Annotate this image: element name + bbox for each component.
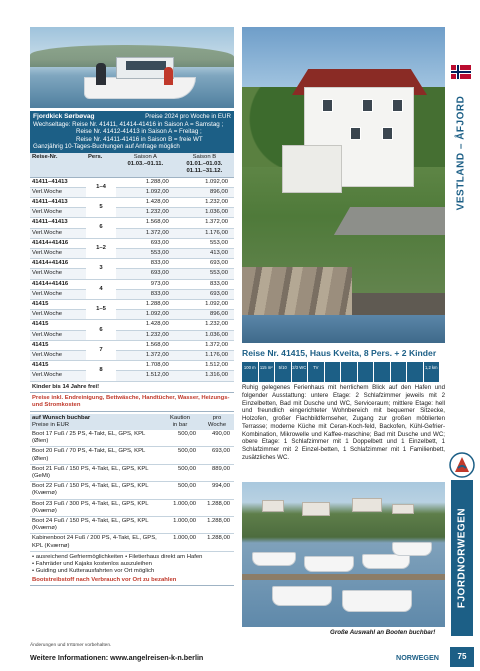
reise-cell: Verl.Woche <box>30 228 86 238</box>
wifi-icon <box>358 362 374 382</box>
saison-b-cell: 1.092,00 <box>175 177 234 187</box>
bullet-3: • Guiding und Kutterausfahrten vor Ort möglich <box>32 568 155 575</box>
dishwasher-icon <box>325 362 341 382</box>
boat-col-woche: pro Woche <box>200 414 234 430</box>
table-row <box>30 208 234 218</box>
table-row <box>30 228 234 238</box>
footer-info: Weitere Informationen: www.angelreisen-k-n.berlin <box>30 653 204 662</box>
fireplace-icon <box>374 362 390 382</box>
pers-cell: 7 <box>86 340 116 360</box>
pers-cell: 3 <box>86 259 116 279</box>
table-row <box>30 279 234 289</box>
saison-b-cell: 1.036,00 <box>175 208 234 218</box>
saison-a-cell: 1.428,00 <box>116 197 175 207</box>
boat-row <box>30 482 234 499</box>
boat-kaution-cell: 1.000,00 <box>160 517 200 534</box>
boat-woche-cell: 693,00 <box>200 447 234 464</box>
brand-label: FJORDNORWEGEN <box>451 480 473 636</box>
saison-b-cell: 693,00 <box>175 259 234 269</box>
saison-b-cell: 413,00 <box>175 249 234 259</box>
footer-section: NORWEGEN <box>396 653 439 662</box>
boat-woche-cell: 490,00 <box>200 430 234 447</box>
table-row <box>30 187 234 197</box>
reise-cell: 41411–41413 <box>30 218 86 228</box>
reise-cell: 41415 <box>30 320 86 330</box>
boat-kaution-cell: 1.000,00 <box>160 534 200 551</box>
col-pers: Pers. <box>86 153 116 177</box>
saison-a-cell: 693,00 <box>116 238 175 248</box>
boat-photo <box>30 27 234 108</box>
saison-b-cell: 1.232,00 <box>175 320 234 330</box>
saison-a-cell: 1.708,00 <box>116 361 175 371</box>
reise-cell: 41414+41416 <box>30 279 86 289</box>
reise-cell: 41415 <box>30 340 86 350</box>
reise-cell: Verl.Woche <box>30 249 86 259</box>
bedrooms-icon: 5/10 <box>275 362 291 382</box>
table-row <box>30 340 234 350</box>
saison-b-cell: 1.372,00 <box>175 340 234 350</box>
saison-b-cell: 833,00 <box>175 279 234 289</box>
boat-row <box>30 464 234 481</box>
boat-row <box>30 517 234 534</box>
harbor-photo <box>242 482 445 627</box>
table-row <box>30 269 234 279</box>
boat-kaution-cell: 1.000,00 <box>160 499 200 516</box>
reise-cell: 41414+41416 <box>30 238 86 248</box>
saison-b-cell: 1.232,00 <box>175 197 234 207</box>
pers-cell: 5 <box>86 197 116 217</box>
boat-name-cell: Boot 17 Fuß / 25 PS, 4-Takt, EL, GPS, KPL (Øien) <box>30 430 160 447</box>
boat-woche-cell: 889,00 <box>200 464 234 481</box>
reise-cell: Verl.Woche <box>30 289 86 299</box>
reise-cell: Verl.Woche <box>30 187 86 197</box>
table-row <box>30 218 234 228</box>
saison-a-cell: 1.092,00 <box>116 310 175 320</box>
price-box-header <box>30 111 234 153</box>
pers-cell: 1–4 <box>86 177 116 197</box>
table-row <box>30 177 234 187</box>
saison-a-cell: 1.568,00 <box>116 340 175 350</box>
boat-name-cell: Boot 21 Fuß / 150 PS, 4-Takt, EL, GPS, KPL (GeMi) <box>30 464 160 481</box>
saison-b-cell: 553,00 <box>175 269 234 279</box>
col-reise: Reise-Nr. <box>30 153 86 177</box>
boat-row <box>30 534 234 551</box>
saison-b-cell: 896,00 <box>175 187 234 197</box>
reise-cell: 41415 <box>30 361 86 371</box>
table-row <box>30 289 234 299</box>
saison-a-cell: 1.232,00 <box>116 208 175 218</box>
house-title: Reise Nr. 41415, Haus Kveita, 8 Pers. + 2 Kinder <box>242 348 437 358</box>
boat-woche-cell: 1.288,00 <box>200 499 234 516</box>
boat-kaution-cell: 500,00 <box>160 482 200 499</box>
saison-b-cell: 1.176,00 <box>175 228 234 238</box>
header-line-1: Wechseltage: Reise Nr. 41411, 41414-41416 in Saison A = Samstag ; <box>33 120 224 128</box>
price-box-title: Fjordkick Sørbøvag <box>33 113 95 120</box>
saison-a-cell: 1.512,00 <box>116 371 175 381</box>
saison-a-cell: 1.372,00 <box>116 228 175 238</box>
saison-a-cell: 553,00 <box>116 249 175 259</box>
pers-cell: 1–5 <box>86 300 116 320</box>
table-row <box>30 238 234 248</box>
boat-col-title: auf Wunsch buchbar Preise in EUR <box>30 414 160 430</box>
reise-cell: Verl.Woche <box>30 351 86 361</box>
col-saison-a: Saison A 01.03.–01.11. <box>116 153 175 177</box>
reise-cell: Verl.Woche <box>30 310 86 320</box>
boat-name-cell: Boot 24 Fuß / 150 PS, 4-Takt, EL, GPS, KPL (Kværnø) <box>30 517 160 534</box>
saison-b-cell: 896,00 <box>175 310 234 320</box>
price-note: Preise 2024 pro Woche in EUR <box>145 113 231 120</box>
price-table <box>30 153 234 382</box>
inclusive-note: Preise inkl. Endreinigung, Bettwäsche, Handtücher, Wasser, Heizungs- und Stromkosten <box>30 393 234 412</box>
bathrooms-icon: 2/3 WC <box>292 362 308 382</box>
table-row <box>30 259 234 269</box>
freezer-icon: 1,2 km <box>424 362 440 382</box>
reise-cell: Verl.Woche <box>30 371 86 381</box>
boat-name-cell: Boot 20 Fuß / 70 PS, 4-Takt, EL, GPS, KPL (Øien) <box>30 447 160 464</box>
table-row <box>30 371 234 381</box>
reise-cell: 41411–41413 <box>30 197 86 207</box>
boat-woche-cell: 994,00 <box>200 482 234 499</box>
saison-b-cell: 553,00 <box>175 238 234 248</box>
saison-b-cell: 1.512,00 <box>175 361 234 371</box>
saison-b-cell: 1.036,00 <box>175 330 234 340</box>
boat-bullets <box>30 552 234 576</box>
washer-icon <box>341 362 357 382</box>
boat-name-cell: Boot 22 Fuß / 150 PS, 4-Takt, EL, GPS, KPL (Kværnø) <box>30 482 160 499</box>
saison-a-cell: 973,00 <box>116 279 175 289</box>
boat-name-cell: Kabinenboot 24 Fuß / 200 PS, 4-Takt, EL, GPS, KPL (Kværnø) <box>30 534 160 551</box>
saison-a-cell: 1.372,00 <box>116 351 175 361</box>
saison-b-cell: 693,00 <box>175 289 234 299</box>
page-number: 75 <box>450 647 474 667</box>
boat-col-kaution: Kaution in bar <box>160 414 200 430</box>
price-box <box>30 111 234 586</box>
norway-flag-icon <box>451 65 471 79</box>
kids-note: Kinder bis 14 Jahre frei! <box>30 382 234 393</box>
saison-a-cell: 833,00 <box>116 259 175 269</box>
pers-cell: 6 <box>86 218 116 238</box>
reise-cell: Verl.Woche <box>30 269 86 279</box>
saison-a-cell: 833,00 <box>116 289 175 299</box>
boat-name-cell: Boot 23 Fuß / 300 PS, 4-Takt, EL, GPS, KPL (Kværnø) <box>30 499 160 516</box>
table-row <box>30 330 234 340</box>
saison-a-cell: 1.568,00 <box>116 218 175 228</box>
pets-icon <box>407 362 423 382</box>
tv-icon: TV <box>308 362 324 382</box>
header-line-4: Ganzjährig 10-Tages-Buchungen auf Anfrage möglich <box>33 143 180 151</box>
table-row <box>30 300 234 310</box>
bullet-2: • Fahrräder und Kajaks kostenlos auszuleihen <box>32 561 152 568</box>
changes-note: Änderungen und Irrtümer vorbehalten. <box>30 643 112 648</box>
boat-table <box>30 414 234 552</box>
boat-woche-cell: 1.288,00 <box>200 517 234 534</box>
boat-kaution-cell: 500,00 <box>160 430 200 447</box>
boat-kaution-cell: 500,00 <box>160 464 200 481</box>
col-saison-b: Saison B 01.01.–01.03. 01.11.–31.12. <box>175 153 234 177</box>
reise-cell: 41415 <box>30 300 86 310</box>
saison-a-cell: 1.232,00 <box>116 330 175 340</box>
house-description: Ruhig gelegenes Ferienhaus mit herrlichem Blick auf den Hafen und folgender Ausstattung: untere Etage: 2 Schlafzimmer jeweils mit 2 Einzelbetten, Bad mit Dusche und WC, Serviceraum; mittlere Etage: hell und freundlich eingerichteter Wohnbereich mit bequemer Sitzecke, Holzofen, großer Flachbildfernseher, Zugang zur großen möblierten Terrasse; moderne Küche mit Ceran-Koch-feld, Backofen, Kühl-Gefrier-Kombination, Mikrowelle und Kaffee-maschine; Bad mit Dusche und WC; obere Etage: 1 Schlafzimmer mit 1 Doppelbett und 1 Einzelbett, 1 Schlafzimmer mit 2 Einzel-betten, 1 Schlafzimmer mit 1 Familienbett, zusätzliches WC. <box>242 384 445 461</box>
house-photo <box>242 27 445 343</box>
table-row <box>30 197 234 207</box>
smoking-icon <box>391 362 407 382</box>
table-row <box>30 320 234 330</box>
saison-a-cell: 1.288,00 <box>116 177 175 187</box>
boat-kaution-cell: 500,00 <box>160 447 200 464</box>
reise-cell: 41414+41416 <box>30 259 86 269</box>
area-icon: 115 m² <box>259 362 275 382</box>
table-row <box>30 361 234 371</box>
table-row <box>30 351 234 361</box>
saison-a-cell: 1.428,00 <box>116 320 175 330</box>
fuel-note: Bootstreibstoff nach Verbrauch vor Ort zu bezahlen <box>30 576 234 586</box>
amenity-icons <box>242 362 439 382</box>
reise-cell: Verl.Woche <box>30 330 86 340</box>
pers-cell: 1–2 <box>86 238 116 258</box>
pers-cell: 6 <box>86 320 116 340</box>
saison-b-cell: 1.372,00 <box>175 218 234 228</box>
region-label: VESTLAND – ÅFJORD <box>455 95 467 211</box>
saison-b-cell: 1.316,00 <box>175 371 234 381</box>
pers-cell: 4 <box>86 279 116 299</box>
saison-a-cell: 1.092,00 <box>116 187 175 197</box>
distance-icon: 100 m <box>242 362 258 382</box>
pers-cell: 8 <box>86 361 116 381</box>
boat-row <box>30 499 234 516</box>
reise-cell: 41411–41413 <box>30 177 86 187</box>
table-row <box>30 310 234 320</box>
saison-b-cell: 1.176,00 <box>175 351 234 361</box>
header-line-3: Reise Nr. 41411-41416 in Saison B = freie WT <box>76 135 203 143</box>
saison-b-cell: 1.092,00 <box>175 300 234 310</box>
photo-caption: Große Auswahl an Booten buchbar! <box>330 629 436 636</box>
boat-row <box>30 430 234 447</box>
bullet-1: • ausreichend Gefriermöglichkeiten • Filetierhaus direkt am Hafen <box>32 553 203 560</box>
brand-logo-icon <box>449 452 475 478</box>
boat-row <box>30 447 234 464</box>
table-row <box>30 249 234 259</box>
header-line-2: Reise Nr. 41412-41413 in Saison A = Freitag ; <box>76 128 202 136</box>
saison-a-cell: 1.288,00 <box>116 300 175 310</box>
reise-cell: Verl.Woche <box>30 208 86 218</box>
boat-woche-cell: 1.288,00 <box>200 534 234 551</box>
saison-a-cell: 693,00 <box>116 269 175 279</box>
